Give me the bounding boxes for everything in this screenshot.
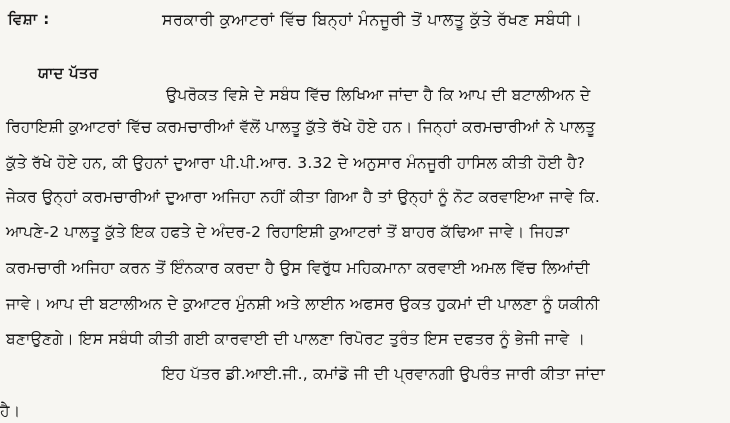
body-line-6: ਕਰਮਚਾਰੀ ਅਜਿਹਾ ਕਰਨ ਤੋਂ ਇੰਨਕਾਰ ਕਰਦਾ ਹੈ ਉਸ ਵਿਰੁੱਧ ਮਹਿਕਮਾਨਾ ਕਰਵਾਈ ਅਮਲ ਵਿੱਚ ਲਿਆਂਦੀ — [6, 259, 590, 277]
body-line-10: ਹੈ। — [0, 402, 21, 420]
subject-label: ਵਿਸ਼ਾ : — [8, 10, 50, 28]
body-line-7: ਜਾਵੇ। ਆਪ ਦੀ ਬਟਾਲੀਅਨ ਦੇ ਕੁਆਟਰ ਮੁੰਨਸ਼ੀ ਅਤੇ ਲਾਈਨ ਅਫਸਰ ਉਕਤ ਹੁਕਮਾਂ ਦੀ ਪਾਲਣਾ ਨੂੰ ਯਕੀਨੀ — [6, 295, 600, 313]
body-line-2: ਰਿਹਾਇਸ਼ੀ ਕੁਆਟਰਾਂ ਵਿੱਚ ਕਰਮਚਾਰੀਆਂ ਵੱਲੋਂ ਪਾਲਤੂ ਕੁੱਤੇ ਰੱਖੇ ਹੋਏ ਹਨ। ਜਿਨ੍ਹਾਂ ਕਰਮਚਾਰੀਆਂ ਨੇ ਪਾਲਤੂ — [6, 118, 596, 136]
body-line-1: ਉਪਰੋਕਤ ਵਿਸ਼ੇ ਦੇ ਸਬੰਧ ਵਿੱਚ ਲਿਖਿਆ ਜਾਂਦਾ ਹੈ ਕਿ ਆਪ ਦੀ ਬਟਾਲੀਅਨ ਦੇ — [166, 86, 591, 104]
body-line-9: ਇਹ ਪੱਤਰ ਡੀ.ਆਈ.ਜੀ., ਕਮਾਂਡੋ ਜੀ ਦੀ ਪ੍ਰਵਾਨਗੀ ਉਪਰੰਤ ਜਾਰੀ ਕੀਤਾ ਜਾਂਦਾ — [162, 365, 606, 383]
subject-text: ਸਰਕਾਰੀ ਕੁਆਟਰਾਂ ਵਿੱਚ ਬਿਨ੍ਹਾਂ ਮੰਨਜੂਰੀ ਤੋਂ ਪਾਲਤੂ ਕੁੱਤੇ ਰੱਖਣ ਸਬੰਧੀ। — [162, 10, 583, 29]
body-line-3: ਕੁੱਤੇ ਰੱਖੇ ਹੋਏ ਹਨ, ਕੀ ਉਹਨਾਂ ਦੁਆਰਾ ਪੀ.ਪੀ.ਆਰ. 3.32 ਦੇ ਅਨੁਸਾਰ ਮੰਨਜੂਰੀ ਹਾਸਿਲ ਕੀਤੀ ਹੋਈ ਹੈ? — [6, 154, 586, 172]
body-line-8: ਬਣਾਉਣਗੇ। ਇਸ ਸਬੰਧੀ ਕੀਤੀ ਗਈ ਕਾਰਵਾਈ ਦੀ ਪਾਲਣਾ ਰਿਪੋਰਟ ਤੁਰੰਤ ਇਸ ਦਫਤਰ ਨੂੰ ਭੇਜੀ ਜਾਵੇ । — [6, 330, 586, 348]
body-line-4: ਜੇਕਰ ਉਨ੍ਹਾਂ ਕਰਮਚਾਰੀਆਂ ਦੁਆਰਾ ਅਜਿਹਾ ਨਹੀਂ ਕੀਤਾ ਗਿਆ ਹੈ ਤਾਂ ਉਨ੍ਹਾਂ ਨੂੰ ਨੋਟ ਕਰਵਾਇਆ ਜਾਵੇ ਕਿ. — [6, 188, 601, 206]
body-line-5: ਆਪਣੇ-2 ਪਾਲਤੂ ਕੁੱਤੇ ਇਕ ਹਫਤੇ ਦੇ ਅੰਦਰ-2 ਰਿਹਾਇਸ਼ੀ ਕੁਆਟਰਾਂ ਤੋਂ ਬਾਹਰ ਕੱਢਿਆ ਜਾਵੇ। ਜਿਹੜਾ — [6, 223, 570, 241]
memo-label: ਯਾਦ ਪੱਤਰ — [38, 64, 99, 82]
